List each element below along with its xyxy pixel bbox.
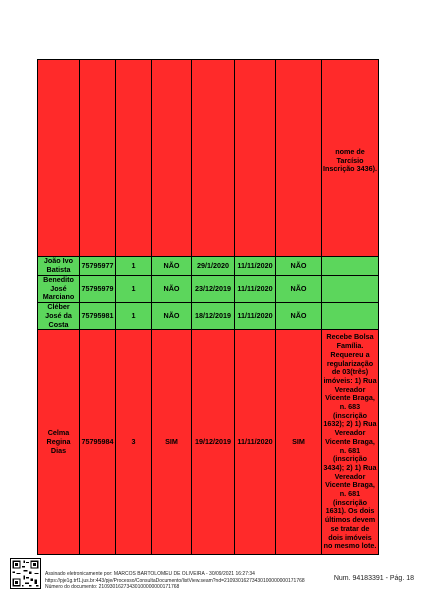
- cell-flag: NÃO: [152, 257, 192, 276]
- cell-date1: 29/1/2020: [192, 257, 235, 276]
- document-url[interactable]: https://pje1g.trf1.jus.br:443/pje/Processo/ConsultaDocumento/listView.seam?nd=21093016273430100000000171768: [45, 577, 305, 584]
- cell-date1: [192, 60, 235, 257]
- cell-status: [276, 60, 322, 257]
- cell-date1: 19/12/2019: [192, 330, 235, 555]
- cell-notes: [322, 257, 379, 276]
- table-row: [38, 60, 379, 257]
- cell-qty: 1: [116, 276, 152, 303]
- cell-name: [38, 60, 80, 257]
- cell-date2: 11/11/2020: [235, 303, 276, 330]
- table-row: [38, 276, 379, 303]
- cell-flag: NÃO: [152, 276, 192, 303]
- document-number: Número do documento: 21093016273430100000000171768: [45, 584, 180, 591]
- cell-date2: [235, 60, 276, 257]
- cell-code: 75795981: [80, 303, 116, 330]
- records-table: [37, 59, 379, 555]
- cell-notes: [322, 303, 379, 330]
- cell-date2: 11/11/2020: [235, 276, 276, 303]
- cell-name: João Ivo Batista: [38, 257, 80, 276]
- cell-date1: 23/12/2019: [192, 276, 235, 303]
- cell-notes: [322, 276, 379, 303]
- cell-notes: nome de Tarcísio Inscrição 3436).: [322, 60, 379, 257]
- cell-flag: NÃO: [152, 303, 192, 330]
- cell-name: Cléber José da Costa: [38, 303, 80, 330]
- cell-name: Benedito José Marciano: [38, 276, 80, 303]
- cell-status: NÃO: [276, 257, 322, 276]
- cell-notes: Recebe Bolsa Família. Requereu a regularização de 03(três) imóveis: 1) Rua Vereador Vicente Braga, n. 683 (inscrição 1632); 2) 1) Rua Vereador Vicente Braga, n. 681 (inscrição 3434); 2) 1) Rua Vereador Vicente Braga, n. 681 (inscrição 1631). Os dois últimos devem se tratar de dois imóveis no mesmo lote.: [322, 330, 379, 555]
- cell-name: Celma Regina Dias: [38, 330, 80, 555]
- cell-code: 75795984: [80, 330, 116, 555]
- cell-qty: 1: [116, 257, 152, 276]
- page-number: Num. 94183391 - Pág. 18: [333, 575, 414, 582]
- cell-status: NÃO: [276, 303, 322, 330]
- cell-qty: 3: [116, 330, 152, 555]
- cell-date2: 11/11/2020: [235, 257, 276, 276]
- cell-code: 75795977: [80, 257, 116, 276]
- qr-code-icon: [10, 558, 41, 589]
- cell-date2: 11/11/2020: [235, 330, 276, 555]
- document-footer: [0, 558, 424, 598]
- signature-line: Assinado eletronicamente por: MARCOS BARTOLOMEU DE OLIVEIRA - 30/09/2021 16:27:34: [45, 571, 255, 577]
- table-row: [38, 303, 379, 330]
- cell-status: NÃO: [276, 276, 322, 303]
- cell-flag: [152, 60, 192, 257]
- signature-block: [45, 571, 345, 591]
- cell-flag: SIM: [152, 330, 192, 555]
- table-row: [38, 330, 379, 555]
- cell-qty: 1: [116, 303, 152, 330]
- table-row: [38, 257, 379, 276]
- cell-code: [80, 60, 116, 257]
- cell-status: SIM: [276, 330, 322, 555]
- cell-code: 75795979: [80, 276, 116, 303]
- table-body: [38, 60, 379, 555]
- cell-qty: [116, 60, 152, 257]
- cell-date1: 18/12/2019: [192, 303, 235, 330]
